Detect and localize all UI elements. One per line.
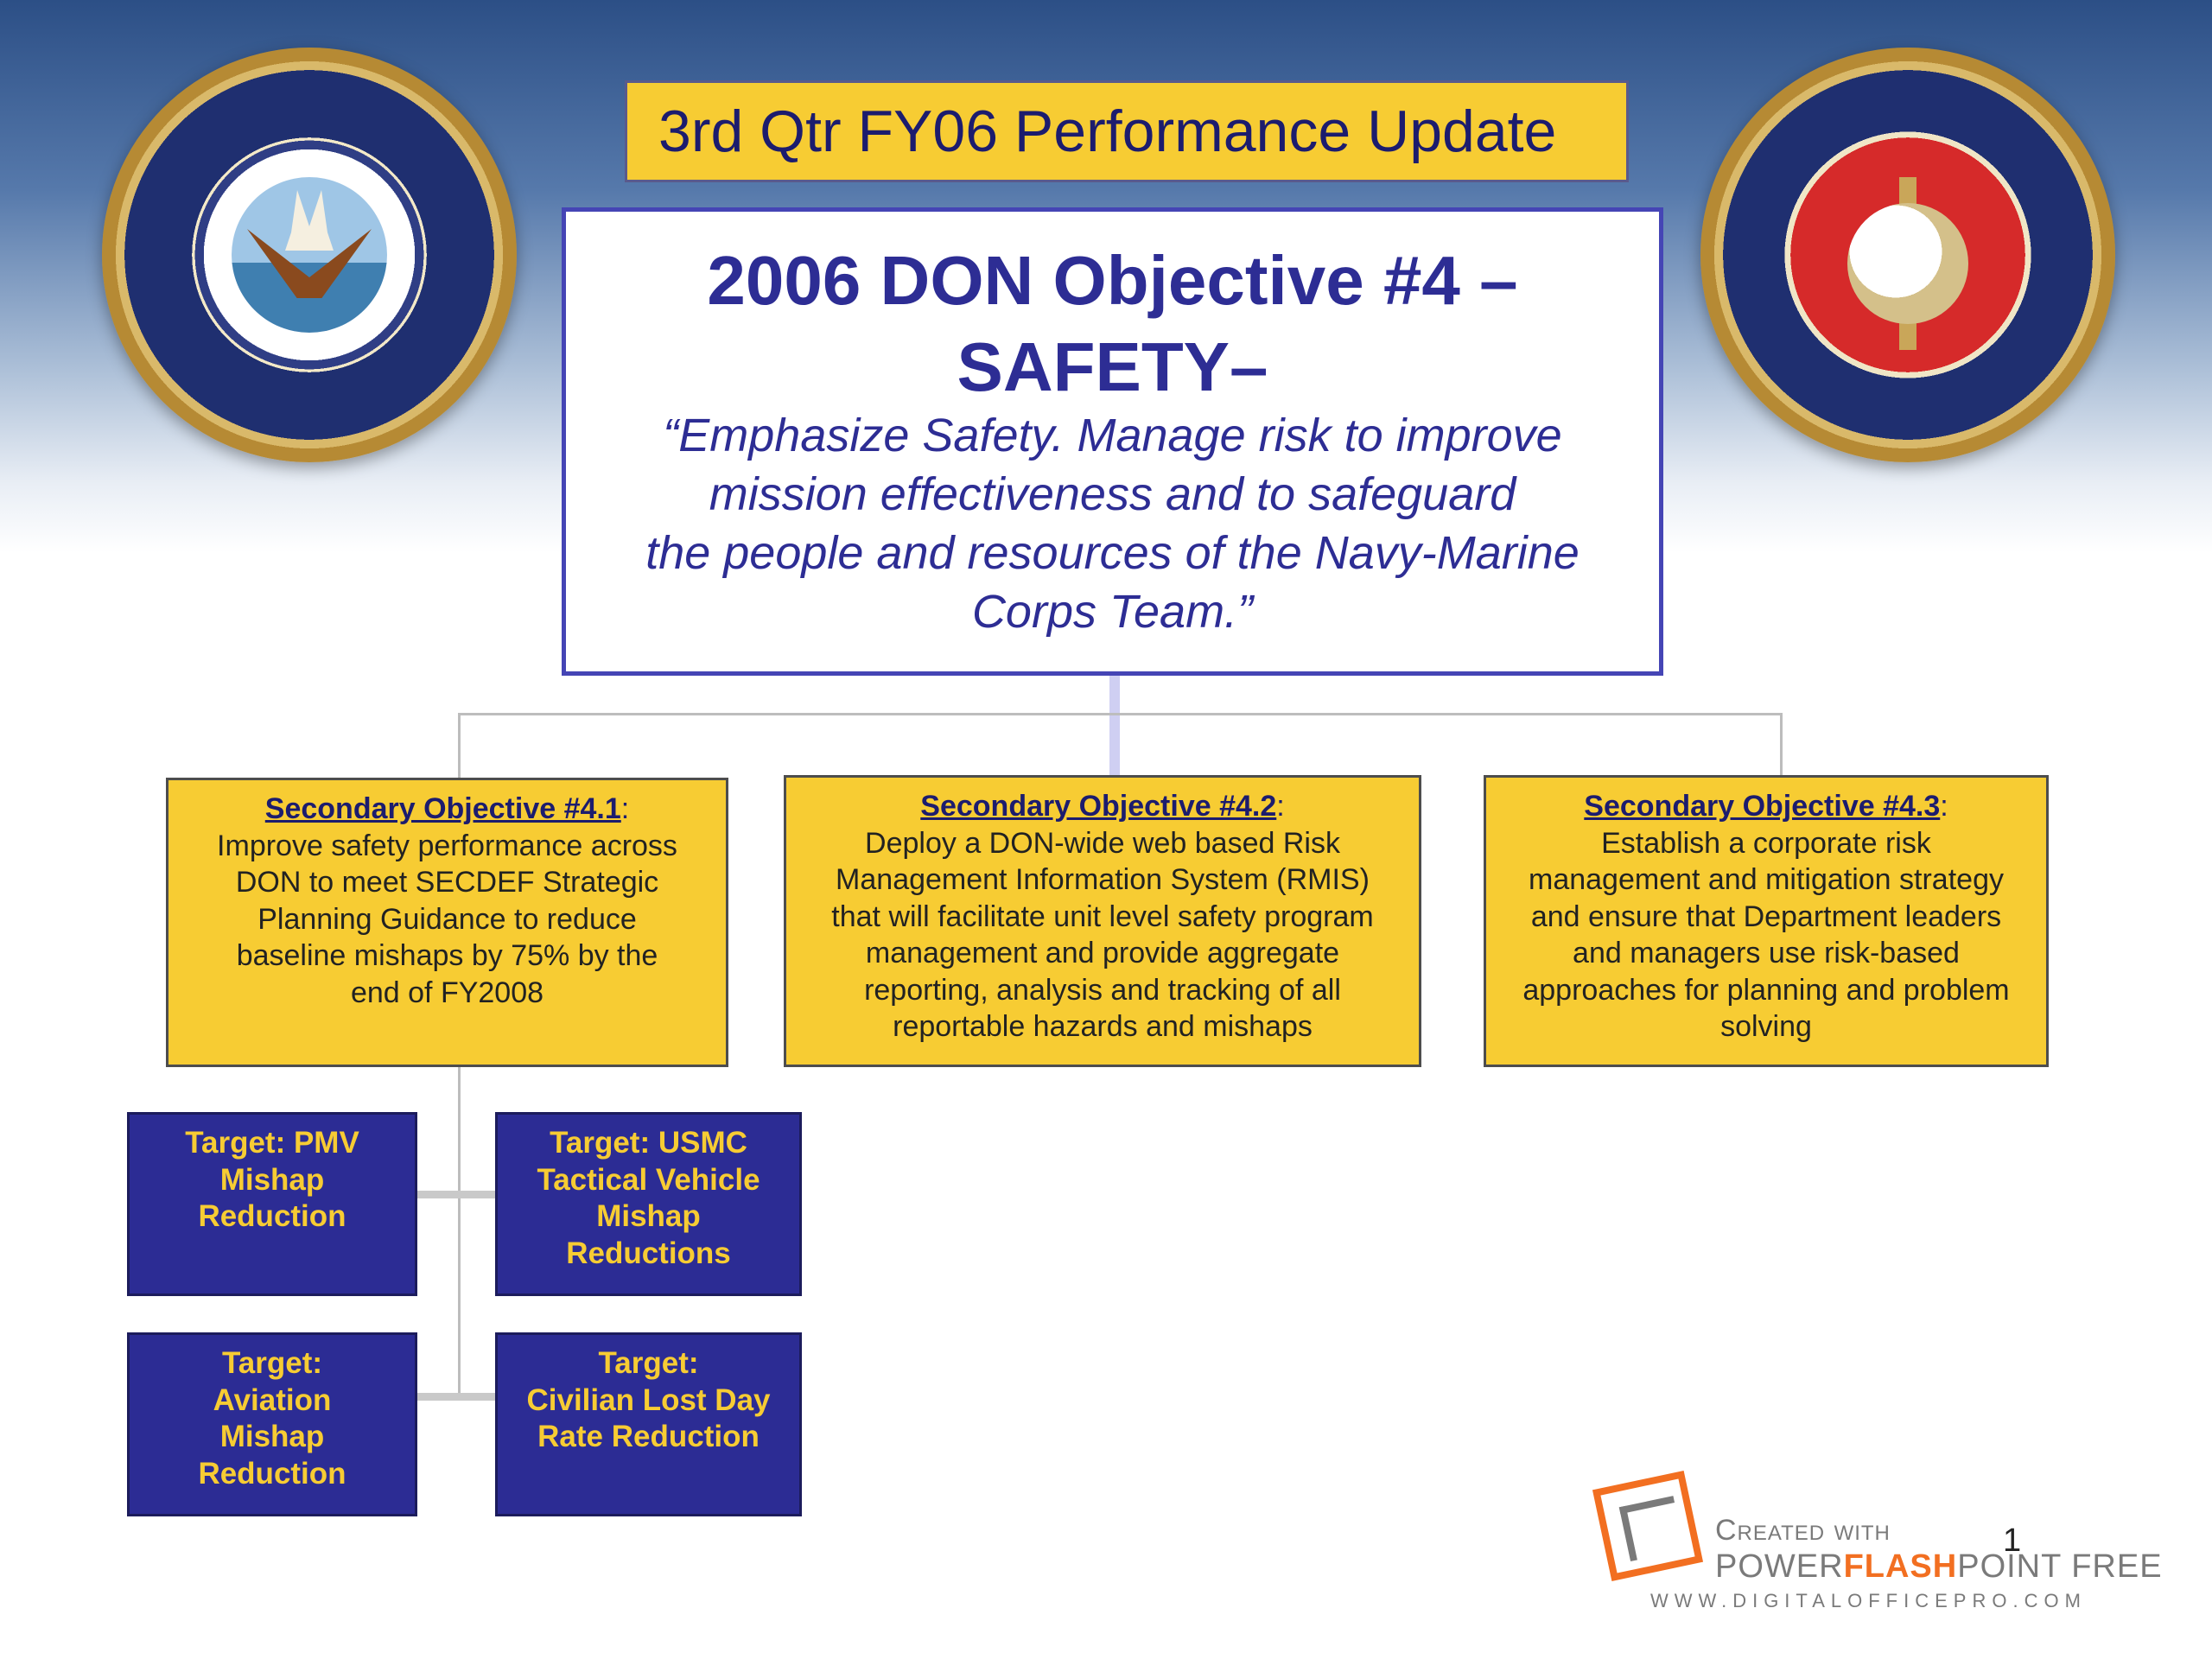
target-line: Target: [221,1346,323,1380]
target-pmv-mishap-reduction [127,1112,417,1296]
secondary-objective-line: Planning Guidance to reduce [257,902,637,936]
globe-emblem [1847,203,1968,324]
target-line: Target: PMV [185,1126,359,1160]
powerflashpoint-logo-icon [1592,1471,1703,1581]
navy-seal-center [232,177,387,333]
quote-line: the people and resources of the Navy-Marine [645,527,1580,579]
objective-title-text: 2006 DON Objective #4 – SAFETY– [707,242,1518,405]
secondary-objective-heading-line: Secondary Objective #4.2: [920,790,1285,823]
connector-to-4-3 [1780,713,1783,778]
target-trunk-connector [458,1067,461,1400]
target-line: Mishap [219,1420,325,1453]
secondary-objective-line: DON to meet SECDEF Strategic [235,866,659,899]
target-civilian-lost-day [495,1332,802,1516]
target-aviation-mishap-reduction [127,1332,417,1516]
objective-quote [601,406,1624,641]
objective-title-line [566,238,1659,410]
secondary-objective-line: Improve safety performance across [217,829,677,862]
secondary-objective-4-3 [1484,775,2049,1067]
quote-line: mission effectiveness and to safeguard [709,468,1516,520]
main-objective-box [562,207,1663,676]
target-line: Tactical Vehicle [537,1162,760,1197]
secondary-objective-line: management and mitigation strategy [1529,863,2004,896]
created-with-label: Created with [1715,1514,1891,1547]
quote-line: “Emphasize Safety. Manage risk to improve [663,410,1562,461]
target-line: Reduction [198,1456,346,1491]
target-line: Rate Reduction [537,1420,760,1453]
brand-point: POINT FREE [1957,1548,2163,1585]
secondary-objective-4-1 [166,778,728,1067]
secondary-objective-line: approaches for planning and problem [1522,973,2010,1007]
target-usmc-tactical-vehicle [495,1112,802,1296]
secondary-objective-heading: Secondary Objective #4.3 [1584,790,1941,823]
horizontal-connector [458,713,1783,715]
powerflashpoint-brand [1715,1548,2163,1586]
secondary-objective-heading-line: Secondary Objective #4.1: [264,792,630,825]
secondary-objective-line: Management Information System (RMIS) [836,863,1370,896]
secondary-objective-line: and ensure that Department leaders [1530,899,2002,933]
secondary-objective-heading: Secondary Objective #4.2 [920,790,1277,823]
secondary-objective-line: and managers use risk-based [1573,937,1960,969]
secondary-objective-line: that will facilitate unit level safety program [831,899,1374,933]
secondary-objective-heading: Secondary Objective #4.1 [264,792,621,825]
secondary-objective-line: management and provide aggregate [865,937,1340,969]
target-line: Civilian Lost Day [526,1382,771,1417]
secondary-objective-heading-line: Secondary Objective #4.3: [1584,790,1948,823]
target-line: Target: [598,1346,699,1380]
secondary-objective-line: reporting, analysis and tracking of all [864,973,1341,1007]
secondary-objective-line: solving [1720,1010,1812,1043]
brand-power: POWER [1715,1548,1844,1585]
connector-to-4-1 [458,713,461,778]
quote-line: Corps Team.” [971,586,1254,638]
secondary-objective-line: baseline mishaps by 75% by the [236,939,658,972]
target-line: Mishap [596,1199,701,1233]
target-line: Target: USMC [550,1126,747,1160]
secondary-objective-line: Deploy a DON-wide web based Risk [865,826,1340,860]
secondary-objective-line: Establish a corporate risk [1601,826,1931,860]
secondary-objective-line: reportable hazards and mishaps [893,1010,1313,1043]
slide-number: 1 [2003,1522,2022,1559]
performance-update-banner: 3rd Qtr FY06 Performance Update [625,80,1629,182]
secondary-objective-4-2 [784,775,1421,1067]
usmc-seal-logo [1700,48,2115,462]
navy-seal-logo [102,48,517,462]
brand-flash: FLASH [1843,1548,1958,1585]
target-line: Aviation [213,1382,332,1417]
main-connector [1109,676,1120,778]
secondary-objective-line: end of FY2008 [350,976,544,1009]
target-line: Mishap [219,1162,325,1197]
target-line: Reduction [198,1199,346,1233]
target-line: Reductions [566,1236,731,1270]
digitalofficepro-url: WWW.DIGITALOFFICEPRO.COM [1650,1590,2087,1611]
objective-title [566,238,1659,410]
